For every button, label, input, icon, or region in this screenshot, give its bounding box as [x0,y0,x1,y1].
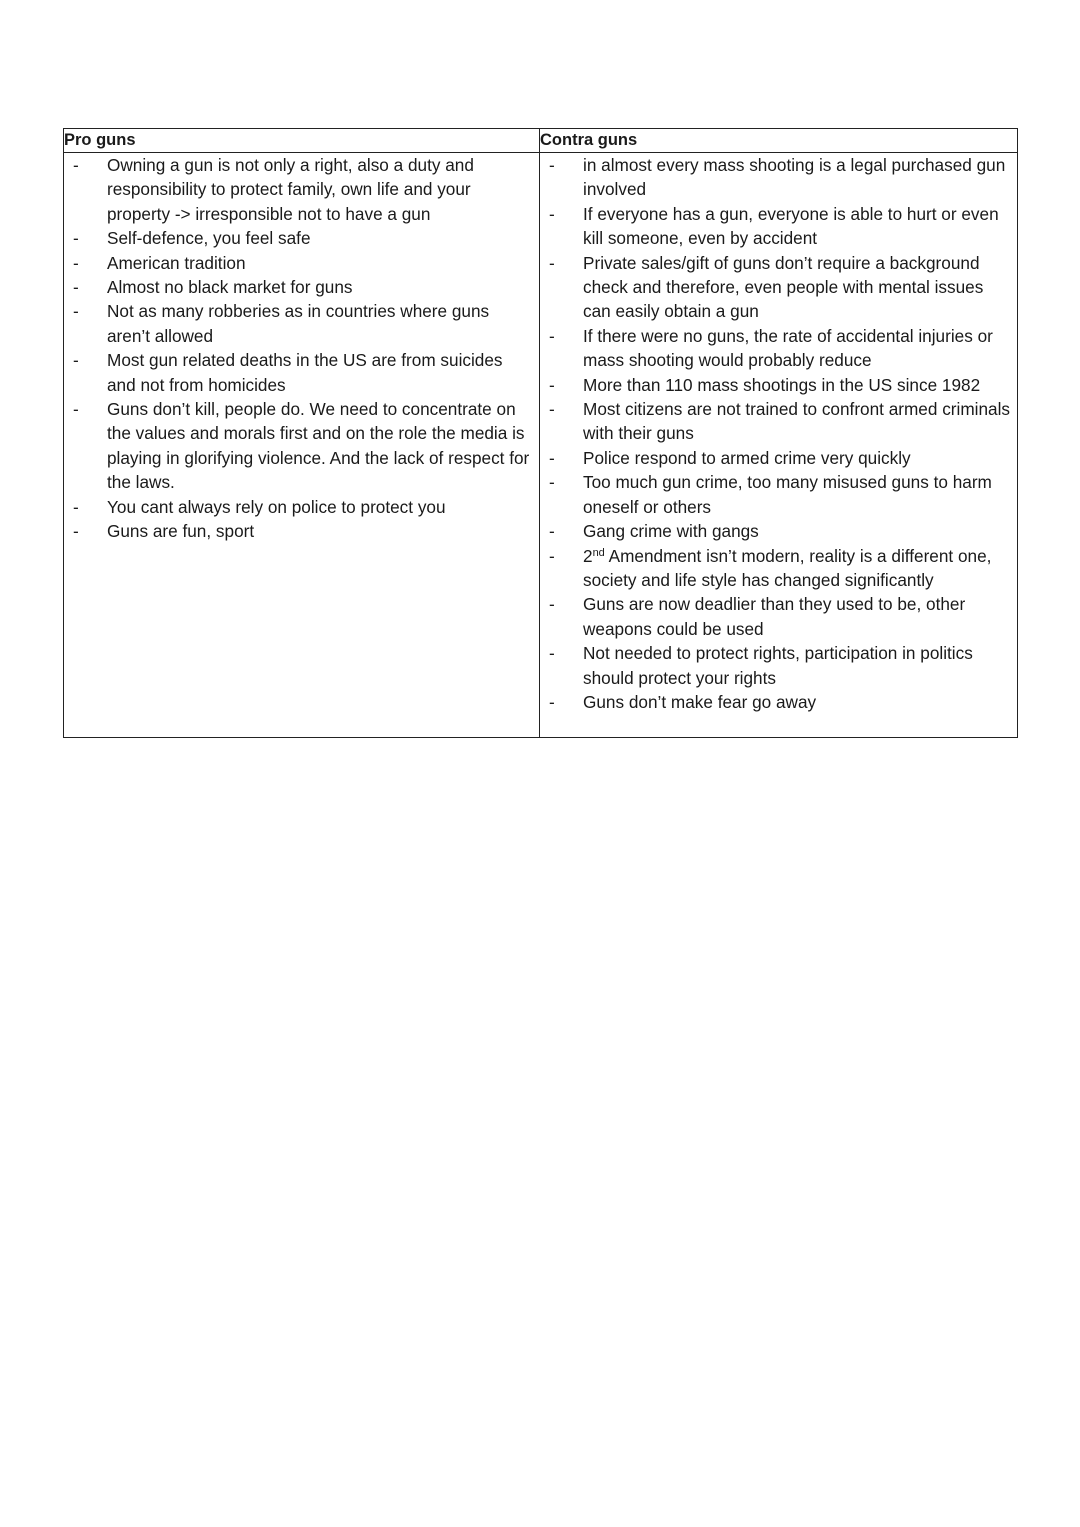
list-item: - If everyone has a gun, everyone is able to hurt or even kill someone, even by accident [549,203,999,249]
list-item: - Owning a gun is not only a right, also a duty and responsibility to protect family, own life and your property -> irresponsible not to have a gun [73,155,474,224]
list-item: - Guns don’t kill, people do. We need to concentrate on the values and morals first and on the role the media is playing in glorifying violence. And the lack of respect for the laws. [73,399,530,493]
contra-heading: Contra guns [540,129,1018,153]
list-item: - Guns are now deadlier than they used to be, other weapons could be used [549,594,966,639]
amendment-text: Amendment isn’t modern, reality is a different one, society and life style has changed significantly [583,545,992,590]
list-item: - Most gun related deaths in the US are from suicides and not from homicides [73,350,503,395]
list-item-amendment: - 2nd Amendment isn’t modern, reality is a different one, society and life style has changed significantly [549,545,992,590]
list-item: - Guns are fun, sport [73,521,255,542]
table-body-row [64,153,1018,738]
pro-contra-table [63,128,1018,738]
list-item: - Police respond to armed crime very quickly [549,447,911,468]
list-item: - Almost no black market for guns [73,277,353,298]
list-item: - American tradition [73,252,246,273]
list-item: - in almost every mass shooting is a legal purchased gun involved [549,155,1006,200]
pro-list [64,153,539,544]
list-item: - Not needed to protect rights, participation in politics should protect your rights [549,643,973,688]
list-item: - Gang crime with gangs [549,521,759,542]
list-item: - Guns don’t make fear go away [549,691,817,712]
list-item: - Most citizens are not trained to confront armed criminals with their guns [549,399,1011,444]
contra-column [540,153,1018,738]
list-item: - Private sales/gift of guns don’t require a background check and therefore, even people with mental issues can easily obtain a gun [549,252,984,322]
list-item: - Self-defence, you feel safe [73,228,311,249]
amendment-ordinal: nd [592,546,605,559]
list-item: - More than 110 mass shootings in the US since 1982 [549,374,981,395]
list-item: - Too much gun crime, too many misused guns to harm oneself or others [549,472,992,517]
list-item: - You cant always rely on police to protect you [73,496,446,517]
amendment-number: 2 [583,545,593,566]
contra-list [540,153,1017,714]
pro-column [64,153,540,738]
table-header-row [64,129,1018,153]
list-item: - Not as many robberies as in countries where guns aren’t allowed [73,301,490,346]
list-item: - If there were no guns, the rate of accidental injuries or mass shooting would probably reduce [549,325,993,371]
pro-heading: Pro guns [64,129,540,153]
